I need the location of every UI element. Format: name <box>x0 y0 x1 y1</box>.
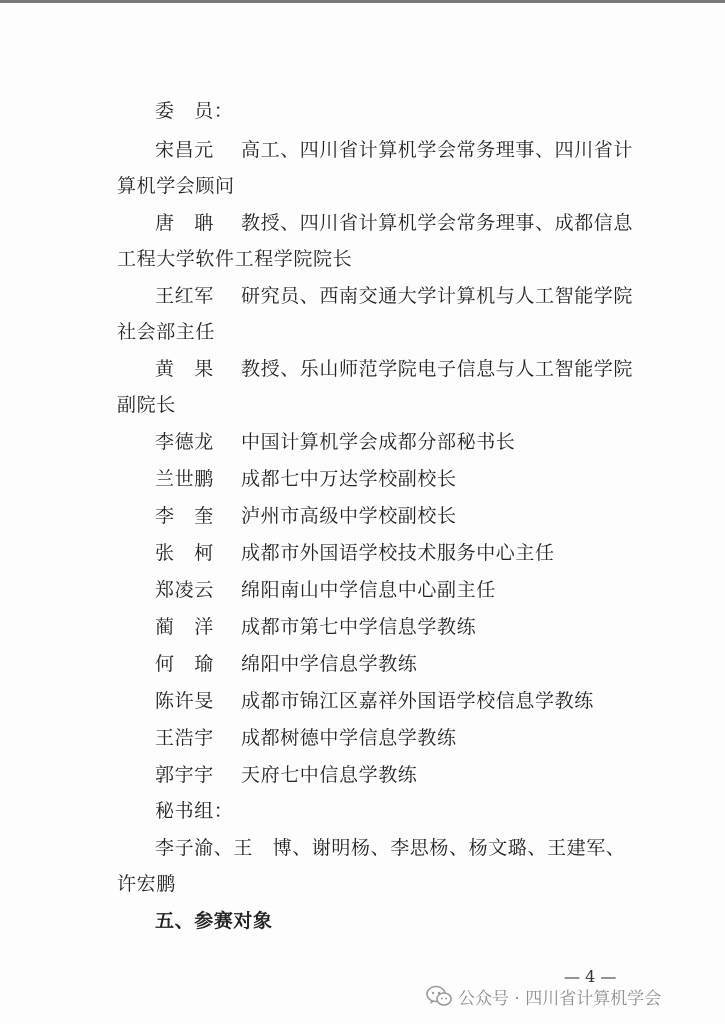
member-name: 陈许旻 <box>155 690 214 712</box>
member-name: 蔺 洋 <box>155 616 214 638</box>
member-role: 成都市锦江区嘉祥外国语学校信息学教练 <box>241 690 594 712</box>
member-role-continued: 社会部主任 <box>117 321 216 343</box>
page-number: — 4 — <box>564 967 617 986</box>
member-line <box>155 578 496 602</box>
section-heading: 五、参赛对象 <box>155 910 273 932</box>
member-name: 黄 果 <box>155 358 214 380</box>
member-role: 泸州市高级中学校副校长 <box>241 505 457 527</box>
member-line <box>155 467 457 491</box>
member-name: 王红军 <box>155 285 214 307</box>
member-role-continued: 工程大学软件工程学院院长 <box>117 248 353 270</box>
member-role: 教授、四川省计算机学会常务理事、成都信息 <box>241 212 634 234</box>
committee-heading: 委 员： <box>155 100 234 122</box>
member-name: 郑凌云 <box>155 579 214 601</box>
secretariat-members-continued: 许宏鹏 <box>117 873 176 895</box>
member-line <box>155 652 417 676</box>
member-name: 李德龙 <box>155 431 214 453</box>
member-role: 教授、乐山师范学院电子信息与人工智能学院 <box>241 358 634 380</box>
member-role: 成都七中万达学校副校长 <box>241 468 457 490</box>
watermark-text: 公众号 · 四川省计算机学会 <box>458 988 662 1009</box>
member-name: 兰世鹏 <box>155 468 214 490</box>
member-name: 郭宇宇 <box>155 764 214 786</box>
member-role: 高工、四川省计算机学会常务理事、四川省计 <box>241 139 634 161</box>
member-role: 成都市外国语学校技术服务中心主任 <box>241 542 555 564</box>
member-role: 研究员、西南交通大学计算机与人工智能学院 <box>241 285 634 307</box>
member-role: 绵阳南山中学信息中心副主任 <box>241 579 496 601</box>
member-line <box>155 138 633 162</box>
member-role: 成都市第七中学信息学教练 <box>241 616 477 638</box>
member-role-continued: 算机学会顾问 <box>117 175 235 197</box>
member-line <box>155 541 555 565</box>
member-line <box>155 284 633 308</box>
member-name: 唐 聃 <box>155 212 214 234</box>
member-role: 绵阳中学信息学教练 <box>241 653 418 675</box>
top-border <box>0 0 725 3</box>
member-line <box>155 763 417 787</box>
member-line <box>155 689 594 713</box>
member-line <box>155 357 633 381</box>
member-role: 天府七中信息学教练 <box>241 764 418 786</box>
member-name: 宋昌元 <box>155 139 214 161</box>
member-line <box>155 430 515 454</box>
member-line <box>155 504 457 528</box>
wechat-icon <box>426 985 452 1007</box>
secretariat-members: 李子渝、王 博、谢明杨、李思杨、杨文璐、王建军、 <box>155 837 626 859</box>
wechat-watermark <box>426 984 661 1008</box>
member-line <box>155 211 633 235</box>
member-name: 李 奎 <box>155 505 214 527</box>
member-line <box>155 726 457 750</box>
member-role: 中国计算机学会成都分部秘书长 <box>241 431 516 453</box>
member-name: 何 瑜 <box>155 653 214 675</box>
member-role-continued: 副院长 <box>117 394 176 416</box>
member-line <box>155 615 476 639</box>
member-name: 张 柯 <box>155 542 214 564</box>
secretariat-heading: 秘书组： <box>155 800 234 822</box>
member-name: 王浩宇 <box>155 727 214 749</box>
member-role: 成都树德中学信息学教练 <box>241 727 457 749</box>
